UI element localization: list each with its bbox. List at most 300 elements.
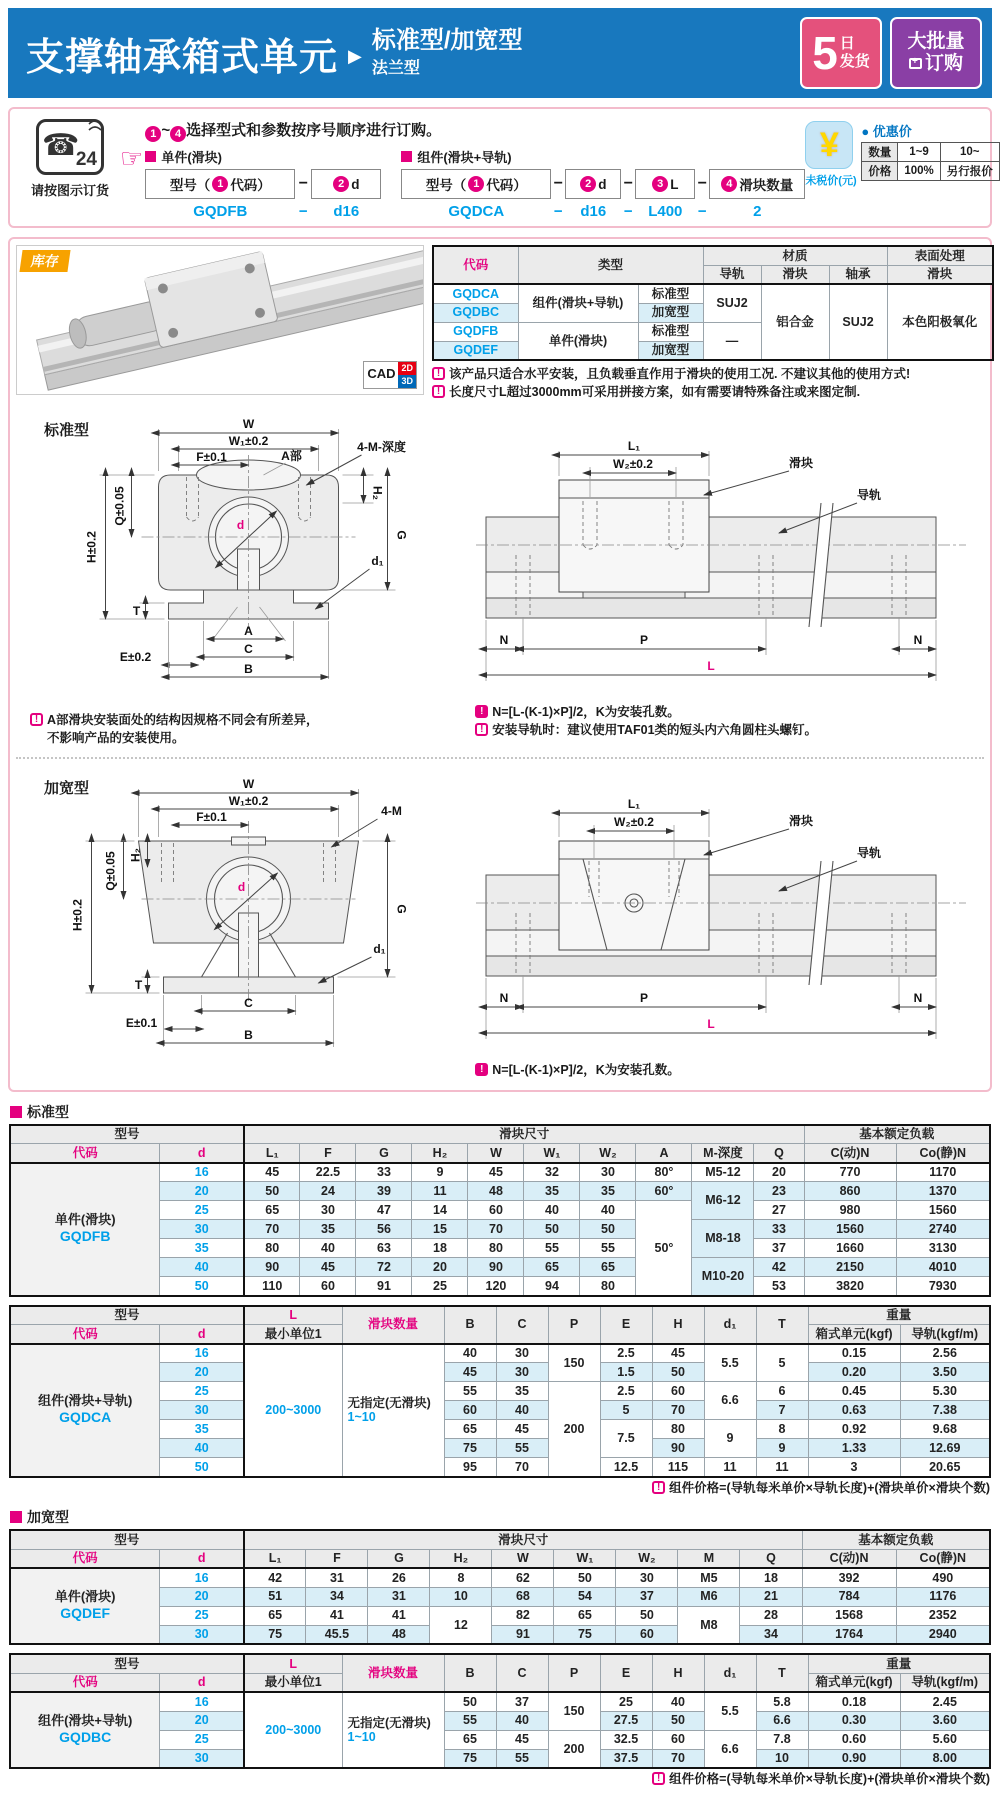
dim-label-P: P (640, 991, 649, 1005)
cell: GQDCA (433, 284, 518, 303)
cell: 20.65 (900, 1458, 990, 1477)
cell: 65 (554, 1606, 616, 1625)
cell: 60 (300, 1277, 356, 1296)
cell: 1764 (802, 1625, 896, 1644)
example-length: L400 (648, 203, 683, 220)
standard-assembly-dimension-table (9, 1305, 991, 1478)
cell: 110 (244, 1277, 300, 1296)
cell: 90 (468, 1258, 524, 1277)
example-code: GQDFB (193, 203, 248, 220)
cell: 55 (444, 1711, 496, 1730)
col-header: F (306, 1549, 368, 1568)
col-header: W₂ (580, 1144, 636, 1163)
cell: 组件(滑块+导轨) (518, 284, 638, 322)
col-header: 导轨(kgf/m) (900, 1325, 990, 1344)
col-header: W₁ (524, 1144, 580, 1163)
price-info-block (805, 121, 995, 188)
cell: 1.5 (600, 1363, 652, 1382)
cell: 0.45 (808, 1382, 900, 1401)
col-header: W (492, 1549, 554, 1568)
cell: 单件(滑块) (518, 322, 638, 360)
slider-callout: 滑块 (789, 814, 814, 828)
cell: 8.00 (900, 1749, 990, 1768)
dim-label-H2: H₂ (370, 486, 385, 500)
col-header: 滑块数量 (342, 1306, 444, 1344)
cell: 20 (412, 1258, 468, 1277)
step-2-icon: 2 (333, 176, 349, 192)
cell: 70 (468, 1220, 524, 1239)
cell: GQDBC (433, 303, 518, 322)
cell: 16 (160, 1344, 244, 1363)
phone-caption: 请按图示订货 (30, 183, 109, 198)
cell: 25 (160, 1201, 244, 1220)
cell: 50° (636, 1201, 692, 1296)
a-part-note: ! A部滑块安装面处的结构因规格不同会有所差异， (30, 712, 461, 730)
cell: 0.63 (808, 1401, 900, 1420)
step-2-icon: 2 (580, 176, 596, 192)
cell: 48 (368, 1625, 430, 1644)
single-example-row: GQDFB − d16 (145, 203, 381, 220)
cell: 33 (356, 1163, 412, 1182)
col-header: 类型 (518, 246, 703, 284)
dim-label-Q: Q±0.05 (103, 851, 118, 891)
cell: 15 (412, 1220, 468, 1239)
cell: 20 (160, 1363, 244, 1382)
col-header: E (600, 1306, 652, 1344)
cell: 37.5 (600, 1749, 652, 1768)
dim-label-F: F±0.1 (196, 810, 227, 824)
bulk-order-line2: 订购 (924, 53, 963, 74)
cell: 47 (356, 1201, 412, 1220)
dim-label-G: G (394, 904, 409, 914)
col-header: 型号 (10, 1125, 244, 1144)
col-header: L (244, 1654, 342, 1673)
cell: 40 (160, 1439, 244, 1458)
cell: 65 (580, 1258, 636, 1277)
model-code-box: 型号（ 1 代码） (145, 169, 295, 199)
section-square-icon (10, 1511, 22, 1523)
cell: 单件(滑块) GQDEF (10, 1568, 160, 1644)
cell: 31 (306, 1568, 368, 1587)
standard-slider-dimension-table (9, 1124, 991, 1297)
col-header: 导轨(kgf/m) (900, 1673, 990, 1692)
dim-label-P: P (640, 633, 649, 647)
cell: 115 (652, 1458, 704, 1477)
header-row (10, 1530, 990, 1549)
cell: 45 (300, 1258, 356, 1277)
cell: 7.8 (756, 1730, 808, 1749)
cell: 60 (444, 1401, 496, 1420)
cell: 9 (756, 1439, 808, 1458)
cell: 0.60 (808, 1730, 900, 1749)
cell: 40 (300, 1239, 356, 1258)
dim-label-B: B (244, 662, 253, 676)
assembly-price-note: ! 组件价格=(导轨每米单价×导轨长度)+(滑块单价×滑块个数) (8, 1480, 990, 1498)
subtitle-type: 标准型/加宽型 (371, 27, 523, 55)
cell: 12.5 (600, 1458, 652, 1477)
dim-label-H: H±0.2 (70, 899, 85, 931)
cell: 无指定(无滑块) 1~10 (342, 1344, 444, 1477)
cell: 5.30 (900, 1382, 990, 1401)
tilde: ~ (161, 122, 171, 139)
cell: 本色阳极氧化 (887, 284, 993, 360)
n-formula-note: ! N=[L-(K-1)×P]/2，K为安装孔数。 (475, 1062, 984, 1080)
table-row (10, 1344, 990, 1363)
usage-note-2: ! 长度尺寸L超过3000mm可采用拼接方案，如有需要请特殊备注或来图定制. (432, 384, 994, 402)
col-header: G (368, 1549, 430, 1568)
col-header: H (652, 1306, 704, 1344)
pointing-hand-icon: ☞ (120, 143, 144, 173)
cell: 70 (244, 1220, 300, 1239)
cell: 56 (356, 1220, 412, 1239)
col-header: 型号 (10, 1654, 244, 1673)
table-row (10, 1163, 990, 1182)
step-3-icon: 3 (652, 176, 668, 192)
cell: 50 (580, 1220, 636, 1239)
cell: 200~3000 (244, 1692, 342, 1768)
widened-slider-dimension-table (9, 1529, 991, 1645)
cell: 30 (496, 1344, 548, 1363)
cell: 62 (492, 1568, 554, 1587)
rail-callout: 导轨 (857, 846, 882, 860)
dim-label-d1: d₁ (373, 942, 386, 956)
col-header: F (300, 1144, 356, 1163)
cell: 55 (496, 1749, 548, 1768)
cell: 35 (524, 1182, 580, 1201)
cell: 42 (244, 1568, 306, 1587)
L-param-box: 3 L (635, 169, 695, 199)
cell: 11 (412, 1182, 468, 1201)
cell: 30 (160, 1625, 244, 1644)
cell: 50 (244, 1182, 300, 1201)
col-header: 代码 (10, 1144, 160, 1163)
dim-label-N-right: N (913, 633, 923, 647)
col-header: W (468, 1144, 524, 1163)
cell: SUJ2 (703, 284, 761, 322)
standard-type-drawings (16, 405, 984, 751)
cell: 33 (754, 1220, 804, 1239)
cell: 94 (524, 1277, 580, 1296)
col-header: C(动)N (804, 1144, 896, 1163)
instruction-text: 选择型式和参数按序号顺序进行订购。 (186, 122, 442, 139)
cell: 25 (160, 1606, 244, 1625)
standard-section-label: 标准型 (10, 1102, 992, 1122)
cell: 1.33 (808, 1439, 900, 1458)
assembly-example-row: GQDCA − d16 − L400 − 2 (401, 203, 805, 220)
cell: 50 (524, 1220, 580, 1239)
cell: 2740 (896, 1220, 990, 1239)
standard-side-view-drawing (461, 405, 981, 697)
col-header: L (244, 1306, 342, 1325)
cell: M6-12 (692, 1182, 754, 1220)
assembly-order-group: 组件(滑块+导轨) 型号（ 1 代码） − 2 d − 3 L − 4 滑块数量 GQDCA − d16 − L400 − 2 (401, 147, 805, 220)
cell: 14 (412, 1201, 468, 1220)
cad-3d-icon: 3D (398, 375, 416, 388)
cell: 6.6 (704, 1730, 756, 1768)
cell: 41 (368, 1606, 430, 1625)
cell: 组件(滑块+导轨) GQDBC (10, 1692, 160, 1768)
cell: 加宽型 (638, 341, 703, 360)
cell: 60 (652, 1382, 704, 1401)
cell: 45 (652, 1344, 704, 1363)
cell: 31 (368, 1587, 430, 1606)
col-header: 材质 (703, 246, 887, 265)
code-material-table (432, 245, 994, 361)
cell: 40 (580, 1201, 636, 1220)
cell: 5.5 (704, 1344, 756, 1382)
standard-type-title: 标准型 (44, 422, 90, 439)
dim-label-W1: W₁±0.2 (228, 434, 269, 448)
product-overview-section (8, 237, 992, 1092)
dim-label-L: L (707, 659, 715, 673)
cell: 39 (356, 1182, 412, 1201)
section-square-icon (10, 1106, 22, 1118)
price-2: 另行报价 (940, 162, 999, 181)
header-row (10, 1144, 990, 1163)
cell: 120 (468, 1277, 524, 1296)
cell: 5 (756, 1344, 808, 1382)
col-header: 最小单位1 (244, 1673, 342, 1692)
cell: 7.5 (600, 1420, 652, 1458)
standard-cross-section-drawing (16, 405, 456, 705)
cell: 65 (444, 1730, 496, 1749)
cell: 16 (160, 1568, 244, 1587)
ordering-instruction-line (145, 119, 805, 142)
cell: 90 (652, 1439, 704, 1458)
col-header: 代码 (10, 1549, 160, 1568)
cell: 35 (300, 1220, 356, 1239)
phone-24h-icon (36, 119, 104, 175)
cell: M6 (678, 1587, 740, 1606)
formula-icon (475, 705, 488, 718)
col-header: Co(静)N (896, 1144, 990, 1163)
col-header: Co(静)N (896, 1549, 990, 1568)
cad-2d-icon: 2D (398, 362, 416, 375)
col-header: E (600, 1654, 652, 1692)
dim-label-Q: Q±0.05 (112, 486, 127, 526)
caution-icon (652, 1772, 665, 1785)
product-photo (16, 245, 424, 395)
cell: 单件(滑块) GQDFB (10, 1163, 160, 1296)
cell: GQDFB (433, 322, 518, 341)
cell: 0.90 (808, 1749, 900, 1768)
formula-icon (475, 1063, 488, 1076)
cell: 9.68 (900, 1420, 990, 1439)
cell: 80 (580, 1277, 636, 1296)
cell: 34 (740, 1625, 802, 1644)
cell: 35 (160, 1420, 244, 1439)
delivery-text: 发货 (839, 53, 870, 70)
dim-label-A: A (244, 624, 253, 638)
single-part-label: 单件(滑块) (145, 147, 381, 166)
cell: 784 (802, 1587, 896, 1606)
ordering-section (8, 107, 992, 228)
dim-label-T: T (132, 604, 141, 618)
subtitle-group (372, 28, 523, 77)
cell: 1568 (802, 1606, 896, 1625)
cell: 45 (496, 1420, 548, 1439)
qty-range-1: 1~9 (898, 143, 940, 162)
assembly-label: 组件(滑块+导轨) (401, 147, 805, 166)
cell: 24 (300, 1182, 356, 1201)
cell: 32.5 (600, 1730, 652, 1749)
col-header: d₁ (704, 1306, 756, 1344)
cell: 30 (160, 1401, 244, 1420)
col-header: W₂ (616, 1549, 678, 1568)
col-header: 代码 (10, 1325, 160, 1344)
col-header: d (160, 1325, 244, 1344)
cell: 5.8 (756, 1692, 808, 1711)
cell: 34 (306, 1587, 368, 1606)
cell: 45 (496, 1730, 548, 1749)
cell: 40 (652, 1692, 704, 1711)
price-1: 100% (898, 162, 940, 181)
cell: 组件(滑块+导轨) GQDCA (10, 1344, 160, 1477)
cell: 392 (802, 1568, 896, 1587)
cell: 2352 (896, 1606, 990, 1625)
cell: 42 (754, 1258, 804, 1277)
cell: 200 (548, 1730, 600, 1768)
cell: 60 (468, 1201, 524, 1220)
col-header: 型号 (10, 1306, 244, 1325)
cell: 50 (444, 1692, 496, 1711)
cell: 53 (754, 1277, 804, 1296)
step-1-icon: 1 (468, 176, 484, 192)
step-1-icon: 1 (212, 176, 228, 192)
caution-icon (432, 385, 445, 398)
col-header: Q (740, 1549, 802, 1568)
dim-label-W1: W₁±0.2 (228, 794, 269, 808)
cell: 55 (580, 1239, 636, 1258)
cell: 28 (740, 1606, 802, 1625)
dim-label-E: E±0.2 (119, 650, 152, 664)
cell: 40 (444, 1344, 496, 1363)
dim-label-N-left: N (499, 991, 509, 1005)
bulk-order-line1: 大批量 (907, 31, 965, 53)
ordering-instructions (145, 117, 805, 220)
cell: 72 (356, 1258, 412, 1277)
col-header: d₁ (704, 1654, 756, 1692)
cell: 22.5 (300, 1163, 356, 1182)
cell: 9 (412, 1163, 468, 1182)
cell: 45.5 (306, 1625, 368, 1644)
cell: 16 (160, 1163, 244, 1182)
cell: 3 (808, 1458, 900, 1477)
model-code-box: 型号（ 1 代码） (401, 169, 551, 199)
header-row (10, 1654, 990, 1673)
bullet-icon: ● (861, 124, 870, 139)
title-group (26, 26, 523, 81)
cell: 4010 (896, 1258, 990, 1277)
cell: 无指定(无滑块) 1~10 (342, 1692, 444, 1768)
example-qty: 2 (753, 203, 762, 220)
bulk-order-badge (890, 17, 982, 89)
cell: 37 (496, 1692, 548, 1711)
dim-label-W: W (242, 777, 255, 791)
dim-label-d: d (236, 518, 245, 532)
d-param-box: 2 d (565, 169, 621, 199)
col-header: 代码 (10, 1673, 160, 1692)
cell: 0.20 (808, 1363, 900, 1382)
dim-label-W2: W₂±0.2 (614, 815, 655, 829)
price-header: 价格 (862, 162, 898, 181)
cell: 50 (616, 1606, 678, 1625)
cell: 5.5 (704, 1692, 756, 1730)
cad-badge (363, 361, 417, 389)
cell: 25 (160, 1382, 244, 1401)
cell: 35 (496, 1382, 548, 1401)
cell: 980 (804, 1201, 896, 1220)
col-header: 代码 (433, 246, 518, 284)
step-1-icon: 1 (145, 126, 161, 142)
product-photo-image (17, 246, 423, 394)
phone-24-label: 24 (75, 149, 97, 170)
cell: 25 (600, 1692, 652, 1711)
cell: 95 (444, 1458, 496, 1477)
cell: 2.5 (600, 1382, 652, 1401)
cell: 1660 (804, 1239, 896, 1258)
cell: 65 (444, 1420, 496, 1439)
col-header: W₁ (554, 1549, 616, 1568)
cell: 20 (160, 1711, 244, 1730)
caution-icon (475, 723, 488, 736)
dim-label-H: H±0.2 (84, 531, 99, 563)
cell: 75 (444, 1749, 496, 1768)
table-row (10, 1568, 990, 1587)
cell: 5 (600, 1401, 652, 1420)
caution-icon (652, 1481, 665, 1494)
cell: 1560 (804, 1220, 896, 1239)
cell: 70 (496, 1458, 548, 1477)
cell: 65 (244, 1201, 300, 1220)
cell: 60° (636, 1182, 692, 1201)
cell: 68 (492, 1587, 554, 1606)
col-header: d (160, 1144, 244, 1163)
cell: 41 (306, 1606, 368, 1625)
cell: 37 (616, 1587, 678, 1606)
widened-cross-section-drawing (16, 763, 456, 1063)
dim-label-N-left: N (499, 633, 509, 647)
col-header: 滑块数量 (342, 1654, 444, 1692)
cell: 5.60 (900, 1730, 990, 1749)
cell: 0.30 (808, 1711, 900, 1730)
subtitle-flange: 法兰型 (371, 59, 420, 77)
cell: 12 (430, 1606, 492, 1644)
col-header: Q (754, 1144, 804, 1163)
dim-label-N-right: N (913, 991, 923, 1005)
caution-icon (30, 713, 43, 726)
col-header: M (678, 1549, 740, 1568)
cell: 80 (468, 1239, 524, 1258)
cell: 1170 (896, 1163, 990, 1182)
dim-label-E: E±0.1 (125, 1016, 158, 1030)
cell: 11 (756, 1458, 808, 1477)
col-header: H₂ (430, 1549, 492, 1568)
telephone-icon: ☎ (42, 129, 80, 162)
col-header: 导轨 (703, 265, 761, 284)
slider-qty-box: 4 滑块数量 (709, 169, 805, 199)
stock-badge: 库存 (19, 250, 70, 272)
widened-side-view-drawing (461, 763, 981, 1055)
discount-price-label: ● 优惠价 (861, 124, 912, 139)
widened-type-title: 加宽型 (44, 780, 90, 797)
cell: 75 (444, 1439, 496, 1458)
col-header: P (548, 1306, 600, 1344)
cell: 8 (756, 1420, 808, 1439)
cell: 6.6 (704, 1382, 756, 1420)
dim-label-A-part: A部 (281, 449, 302, 463)
cell: 200~3000 (244, 1344, 342, 1477)
